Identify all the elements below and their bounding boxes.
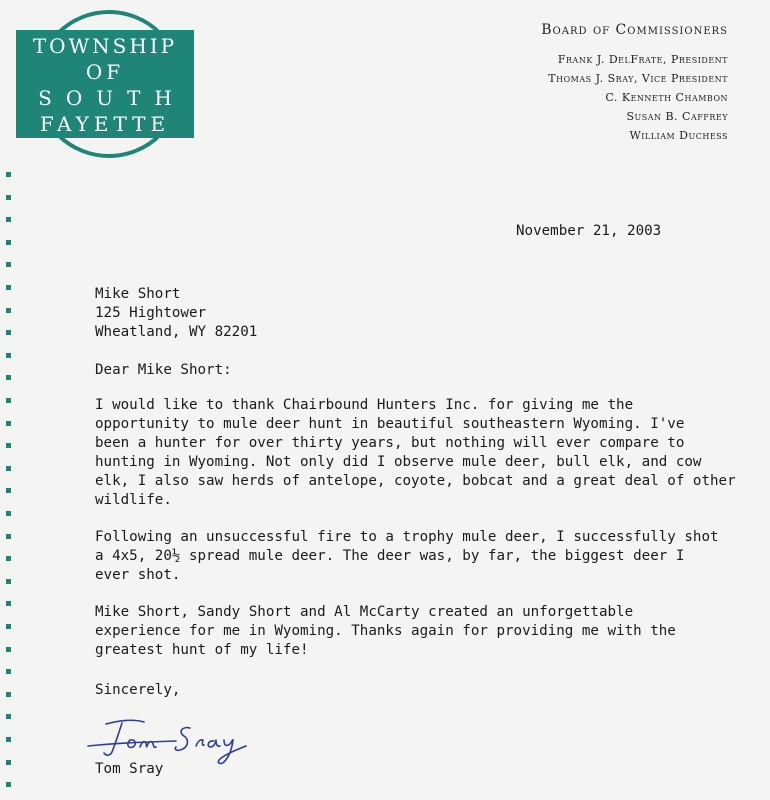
board-title: Board of Commissioners [541,22,728,38]
paragraph-line: I would like to thank Chairbound Hunters Inc. for giving me the [95,397,634,413]
margin-dot [6,511,11,516]
margin-dot [6,488,11,493]
paragraph-line: Following an unsuccessful fire to a trophy mule deer, I successfully shot [95,529,719,545]
margin-dot [6,398,11,403]
logo-line-3: SOUTH [38,86,186,110]
board-member: C. Kenneth Chambon [605,91,728,104]
board-member: Thomas J. Sray, Vice President [548,72,728,85]
salutation: Dear Mike Short: [95,362,232,378]
recipient-street: 125 Hightower [95,305,207,321]
margin-dot [6,421,11,426]
margin-dot [6,353,11,358]
signer-name: Tom Sray [95,761,164,777]
paragraph-line: opportunity to mule deer hunt in beautiful southeastern Wyoming. I've [95,416,685,432]
margin-dot [6,308,11,313]
margin-dot [6,172,11,177]
recipient-address [95,285,257,342]
margin-dot [6,534,11,539]
margin-dot [6,330,11,335]
township-logo [12,4,190,154]
paragraph-1 [95,396,736,510]
margin-dot [6,285,11,290]
paragraph-line: ever shot. [95,567,181,583]
paragraph-line: hunting in Wyoming. Not only did I observe mule deer, bull elk, and cow [95,454,702,470]
margin-dot [6,375,11,380]
closing: Sincerely, [95,682,181,698]
logo-box [16,30,194,138]
margin-dot [6,262,11,267]
paragraph-line: a 4x5, 20½ spread mule deer. The deer was, by far, the biggest deer I [95,548,685,564]
paragraph-line: been a hunter for over thirty years, but nothing will ever compare to [95,435,685,451]
logo-line-2: OF [85,60,125,84]
logo-line-1: TOWNSHIP [32,34,178,58]
logo-line-4: FAYETTE [39,112,171,136]
margin-dot [6,195,11,200]
paragraph-line: experience for me in Wyoming. Thanks again for providing me with the [95,623,676,639]
board-member: Susan B. Caffrey [626,110,728,123]
board-of-commissioners [541,22,728,145]
margin-dot [6,692,11,697]
paragraph-line: wildlife. [95,492,172,508]
paragraph-line: elk, I also saw herds of antelope, coyote, bobcat and a great deal of other [95,473,736,489]
recipient-name: Mike Short [95,286,181,302]
recipient-city: Wheatland, WY 82201 [95,324,258,340]
margin-dot [6,466,11,471]
margin-dot [6,624,11,629]
margin-dot [6,443,11,448]
margin-dot [6,737,11,742]
margin-dot [6,760,11,765]
margin-dot [6,556,11,561]
paragraph-3 [95,603,676,660]
margin-dot [6,240,11,245]
margin-dot [6,782,11,787]
letter-date: November 21, 2003 [516,223,662,239]
margin-dot [6,579,11,584]
margin-dot [6,647,11,652]
paragraph-line: Mike Short, Sandy Short and Al McCarty created an unforgettable [95,604,634,620]
board-member: Frank J. DelFrate, President [557,53,728,66]
margin-dot [6,217,11,222]
board-member: William Duchess [629,129,728,142]
margin-dot [6,669,11,674]
paragraph-line: greatest hunt of my life! [95,642,309,658]
margin-dot [6,601,11,606]
paragraph-2 [95,528,719,585]
margin-dot [6,714,11,719]
